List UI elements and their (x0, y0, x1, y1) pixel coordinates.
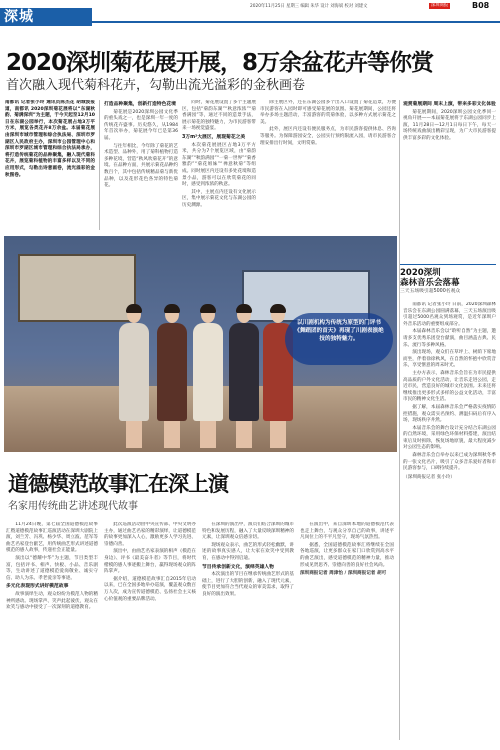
performer-figure (226, 306, 262, 448)
sidebar-header (400, 268, 496, 295)
story2-column-4 (300, 522, 394, 744)
photo-caption: 以川剧机构为传统为原型的门评书《舞蹈团的首天》再现了川剧表演绝技的独特魅力。 (285, 313, 393, 365)
paragraph: 菊花展是2020深圳公园文化季的重头戏之一，也是深圳一年一度的传统花卉盛事。历史悠久，从1984年首次举办，菊花展今年已是第36届。 (104, 109, 178, 141)
sidebar-title-2: 森林音乐会落幕 (400, 278, 460, 288)
paragraph: 与往年相比，今年除了菊花的艺术造型、品种外，用了菊科植物打造多种花境，营造“秋风吹菊花开”的意境。在品种方面，共展示菊花品种约数百个，其中包括传统精品菊与新优品种，以及花形花色各异的特色菊花。 (104, 143, 178, 189)
paragraph: 南都讯 记者张小玲 日前，2020深圳森林音乐会在东湖公园圆满落幕，三天五场演出吸引超过5000名观众到场观赏，是近年深圳户外音乐活动的重要组成部分。 (403, 302, 496, 327)
story2-column-3 (202, 522, 294, 744)
page-number: B08 (472, 1, 490, 10)
paragraph: 据介绍，道德模范故事汇自2015年启动以来，已在全国多地举办巡演，覆盖观众数百万人次，成为宣传道德模范、弘扬社会主义核心价值观的重要品牌活动。 (104, 576, 196, 602)
story2-col1-heading: 多元化表现形式讲好模范故事 (6, 584, 69, 590)
sidebar-byline: （深圳商报记者 张小玲） (403, 474, 455, 480)
story1-column-2 (104, 100, 178, 230)
performer-figure (116, 306, 152, 448)
story1-column-1 (5, 100, 95, 230)
paragraph: 主办方表示，森林音乐会旨在为市民提供高品质的户外文化活动，让音乐走进公园，走近市民，营造良好的城市文化氛围。未来还将继续推出更多形式多样的公益文化活动，丰富市民的精神文化生活。 (403, 370, 496, 403)
paragraph: 据悉，全国道德模范故事汇将继续在全国各地巡演，让更多群众在家门口欣赏到高水平的曲艺演出，感受道德模范的精神力量，推动形成见贤思齐、崇德向善的良好社会风尚。 (300, 542, 394, 568)
sidebar-title: 2020深圳 (400, 268, 441, 278)
paragraph: 演出中，由曲艺名家表演的相声《模范在身边》、评书《最美奋斗者》等节目，将时代楷模的感人事迹搬上舞台，赢得现场观众的阵阵掌声。 (104, 549, 196, 575)
performer-figure (190, 306, 226, 448)
date-line: 2020年11月25日 星期三 编辑 朱华 设计 刘海斌 校对 刘建文 (250, 4, 368, 9)
story1-col5-heading: 观赏菊展期间 周末上演，带来多彩文化体验 (403, 102, 496, 107)
column-divider (99, 100, 100, 230)
story1-column-4 (260, 100, 396, 230)
story2-byline: 深圳商报记者 周津怡 / 深圳商报记者 胡可 (300, 571, 387, 577)
paragraph: 本届音乐会的舞台设计充分结合东湖公园的自然环境，采用绿色环保材料搭建，演出结束后及时拆除，恢复场地原貌，最大程度减少对公园生态的影响。 (403, 425, 496, 451)
story2-column-2 (104, 522, 196, 744)
paragraph: 森林音乐会自举办以来已成为深圳秋冬季的一张文化名片，吸引了众多音乐爱好者和市民游客参与，口碑持续提升。 (403, 453, 496, 472)
sidebar-rule (400, 264, 496, 265)
paragraph: 演出现场，观众们在草坪上、树荫下席地而坐，伴着徐徐秋风，在自然的怀抱中欣赏音乐，享受惬意的周末时光。 (403, 350, 496, 369)
paragraph: 菊花展期间，2020深圳公园文化季同一视角开展——本届菊花展将于东湖公园同步上演，11月28日—12月1日每日下午，每天一场传统戏曲演出精彩呈现，为广大市民游客提供丰富多彩的文化体验。 (403, 109, 496, 141)
paragraph: 故事演绎生动，观众纷纷为模范人物的精神所感动。现场掌声、笑声此起彼伏，观众在欢笑与感动中接受了一次深刻的道德教育。 (6, 591, 98, 611)
paragraph: 本次演出的节目在继承传统曲艺形式的基础上，进行了大胆的创新，融入了现代元素，使节目更加符合当代观众的审美需求，取得了良好的演出效果。 (202, 572, 294, 597)
story1-column-5 (403, 100, 496, 260)
paragraph: 现场观众表示，曲艺的形式轻松幽默，讲述的故事真实感人，让大家在欢笑中受到教育，在感动中得到启迪。 (202, 542, 294, 561)
story1-lead: 南都讯 记者张小玲 通讯员陈杰花 胡城波报道，南都讯 2020深圳菊花展将以“东湖秋韵、菊满深圳”为主题，于今天起至12月10日在东湖公园举行，本次菊花展占地3万平方米，展览各类花卉8万余盆。本届菊花展由深圳市城市管理和综合执法局、深圳市罗湖区人民政府主办，深圳市公园管理中心和深圳市罗湖区城市管理和综合执法局承办，将打造传统菊花的品种聚集，融入现代菊科花卉，展览菊科植物的丰富多样以及不同的应用形式，勾勒出诗意画卷，流光溢彩的金秋图卷。 (5, 100, 95, 178)
paragraph: 在演出中，来自深圳本地的道德模范代表也走上舞台，与观众分享自己的故事，讲述平凡岗位上的不平凡坚守，现场气氛热烈。 (300, 522, 394, 541)
story2-column-1 (6, 522, 98, 744)
paragraph: 据了解，本届森林音乐会严格落实疫情防控措施，观众需实名预约、测温扫码后有序入场，现场秩序井然。 (403, 404, 496, 424)
masthead-rule (92, 21, 500, 23)
paragraph: 其中，主展点内还设有文化展示区，集中展示菊花文化与东湖公园的历史渊源。 (182, 189, 256, 208)
performance-photo (4, 236, 397, 452)
paragraph: 除主展区外，还在东湖公园多个出入口设置了菊花造景，方便市民游客在入园时即可感受菊花展的氛围。菊花展期间，公园还将举办多场主题活动，丰富游客的赏菊体验，以多种方式展示菊花之美。 (260, 100, 396, 125)
main-subheadline: 首次融入现代菊科花卉，勾勒出流光溢彩的金秋画卷 (6, 78, 306, 93)
paragraph: 11月24日晚，第七届全国道德模范故事汇暨道德模范故事汇巡演活动在深圳大剧院上演，刘兰芳、冯巩、杨少华、周立波、范军等曲艺名家登台献艺，用传统曲艺形式讲述道德模范的感人故事，传递社会正能量。 (6, 522, 98, 554)
masthead (0, 0, 500, 30)
main-headline: 2020深圳菊花展开展，8万余盆花卉等你赏 (6, 50, 434, 76)
story2-col3-heading: 节目传承创新文化，演绎英雄人物 (202, 564, 274, 570)
paragraph: 本届森林音乐会以“聆听自然”为主题，邀请多支优秀乐团登台献演，曲目涵盖古典、民乐、流行等多种风格。 (403, 329, 496, 348)
paragraph: 本次菊花展展区占地3万平方米，共分为7个展览区域，由“菊韵东湖”“秋韵满园”“一菊一世界”“菊香雅韵”“菊花姐妹”“禅意秋菊”等组成。同时展区内还设有多处花境和造景小品，游客可以在欣赏菊花的同时，感受到浓浓的秋意。 (182, 142, 256, 188)
story1-col2-heading: 打造品种聚集，创新打造特色花境 (104, 102, 176, 107)
sidebar-body (403, 302, 496, 744)
masthead-badge: 深圳商报 (431, 3, 449, 8)
performer-figure (154, 306, 190, 448)
story2-headline: 道德模范故事汇在深上演 (8, 472, 228, 496)
story2-subheadline: 名家用传统曲艺讲述现代故事 (8, 501, 138, 512)
paragraph: 此外，展区内还设有便民服务点，为市民游客提供休息、咨询等服务。为保障游园安全，公园实行预约限流入园，请市民游客合理安排出行时间，文明赏菊。 (260, 127, 396, 146)
paragraph: 同时，菊花展设置了多个主题展区，包括“菊韵东湖”“秋意浓浓”“菊香满园”等，通过不同的造景手法，展示菊花的独特魅力，为市民游客带来一场视觉盛宴。 (182, 100, 256, 132)
paragraph: 此次巡演活动由中央宣传部、中央文明办主办，通过曲艺名家的精彩演绎，让道德模范的故事更加深入人心，激励更多人学习先进、崇德向善。 (104, 522, 196, 547)
column-divider (399, 100, 400, 740)
story1-column-3 (182, 100, 256, 230)
paragraph: 在深圳的演出中，演员们结合深圳的城市特色和发展历程，融入了大量反映深圳精神的元素，让深圳观众倍感亲切。 (202, 522, 294, 541)
story1-col3-heading: 3万m²大展区，展现菊花之美 (182, 134, 246, 140)
section-tag: 深城 (0, 8, 92, 26)
sidebar-subtitle: 三天五场吸引超5000名观众 (400, 289, 461, 294)
paragraph: 演出以“德耀中华”为主题，节目类型丰富，包括评书、相声、快板、小品、音乐剧等，生动讲述了道德模范爱岗敬业、诚实守信、助人为乐、孝老爱亲等事迹。 (6, 555, 98, 581)
